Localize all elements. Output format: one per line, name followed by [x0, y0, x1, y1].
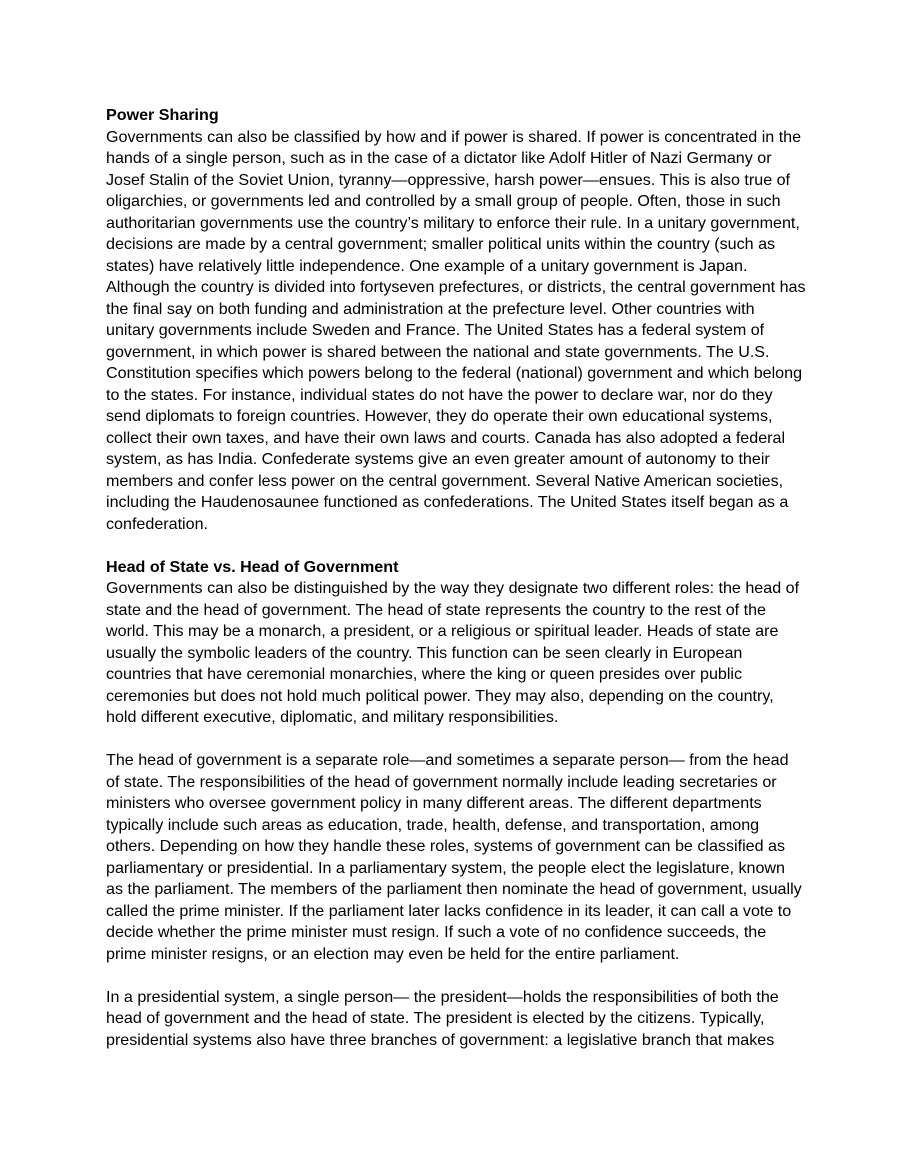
paragraph: In a presidential system, a single person— the president—holds the responsibilities of both the head of government and the head of state. The president is elected by the citizens. Typically, presidential systems also have three branches of government: a legislative branch that makes	[106, 987, 779, 1049]
paragraph: Governments can also be distinguished by the way they designate two different roles: the head of state and the head of government. The head of state represents the country to the rest of the world. This may be a monarch, a president, or a religious or spiritual leader. Heads of state are usually the symbolic leaders of the country. This function can be seen clearly in European countries that have ceremonial monarchies, where the king or queen presides over public ceremonies but does not hold much political power. They may also, depending on the country, hold different executive, diplomatic, and military responsibilities.	[106, 579, 800, 726]
paragraph-spacer	[106, 965, 806, 987]
section-power-sharing	[106, 105, 806, 535]
paragraph-spacer	[106, 535, 806, 557]
paragraph: The head of government is a separate role—and sometimes a separate person— from the head of state. The responsibilities of the head of government normally include leading secretaries or ministers who oversee government policy in many different areas. The different departments typically include such areas as education, trade, health, defense, and transportation, among others. Depending on how they handle these roles, systems of government can be classified as parliamentary or presidential. In a parliamentary system, the people elect the legislature, known as the parliament. The members of the parliament then nominate the head of government, usually called the prime minister. If the parliament later lacks confidence in its leader, it can call a vote to decide whether the prime minister must resign. If such a vote of no confidence succeeds, the prime minister resigns, or an election may even be held for the entire parliament.	[106, 751, 802, 963]
section-heading: Power Sharing	[106, 106, 219, 124]
section-head-of-state	[106, 557, 806, 1052]
section-heading: Head of State vs. Head of Government	[106, 557, 399, 576]
paragraph-spacer	[106, 729, 806, 751]
document-page	[106, 105, 806, 1051]
paragraph: Governments can also be classified by how and if power is shared. If power is concentrated in the hands of a single person, such as in the case of a dictator like Adolf Hitler of Nazi Germany or Josef Stalin of the Soviet Union, tyranny—oppressive, harsh power—ensues. This is also true of oligarchies, or governments led and controlled by a small group of people. Often, those in such authoritarian governments use the country’s military to enforce their rule. In a unitary government, decisions are made by a central government; smaller political units within the country (such as states) have relatively little independence. One example of a unitary government is Japan. Although the country is divided into fortyseven prefectures, or districts, the central government has the final say on both funding and administration at the prefecture level. Other countries with unitary governments include Sweden and France. The United States has a federal system of government, in which power is shared between the national and state governments. The U.S. Constitution specifies which powers belong to the federal (national) government and which belong to the states. For instance, individual states do not have the power to declare war, nor do they send diplomats to foreign countries. However, they do operate their own educational systems, collect their own taxes, and have their own laws and courts. Canada has also adopted a federal system, as has India. Confederate systems give an even greater amount of autonomy to their members and confer less power on the central government. Several Native American societies, including the Haudenosaunee functioned as confederations. The United States itself began as a confederation.	[106, 127, 806, 533]
